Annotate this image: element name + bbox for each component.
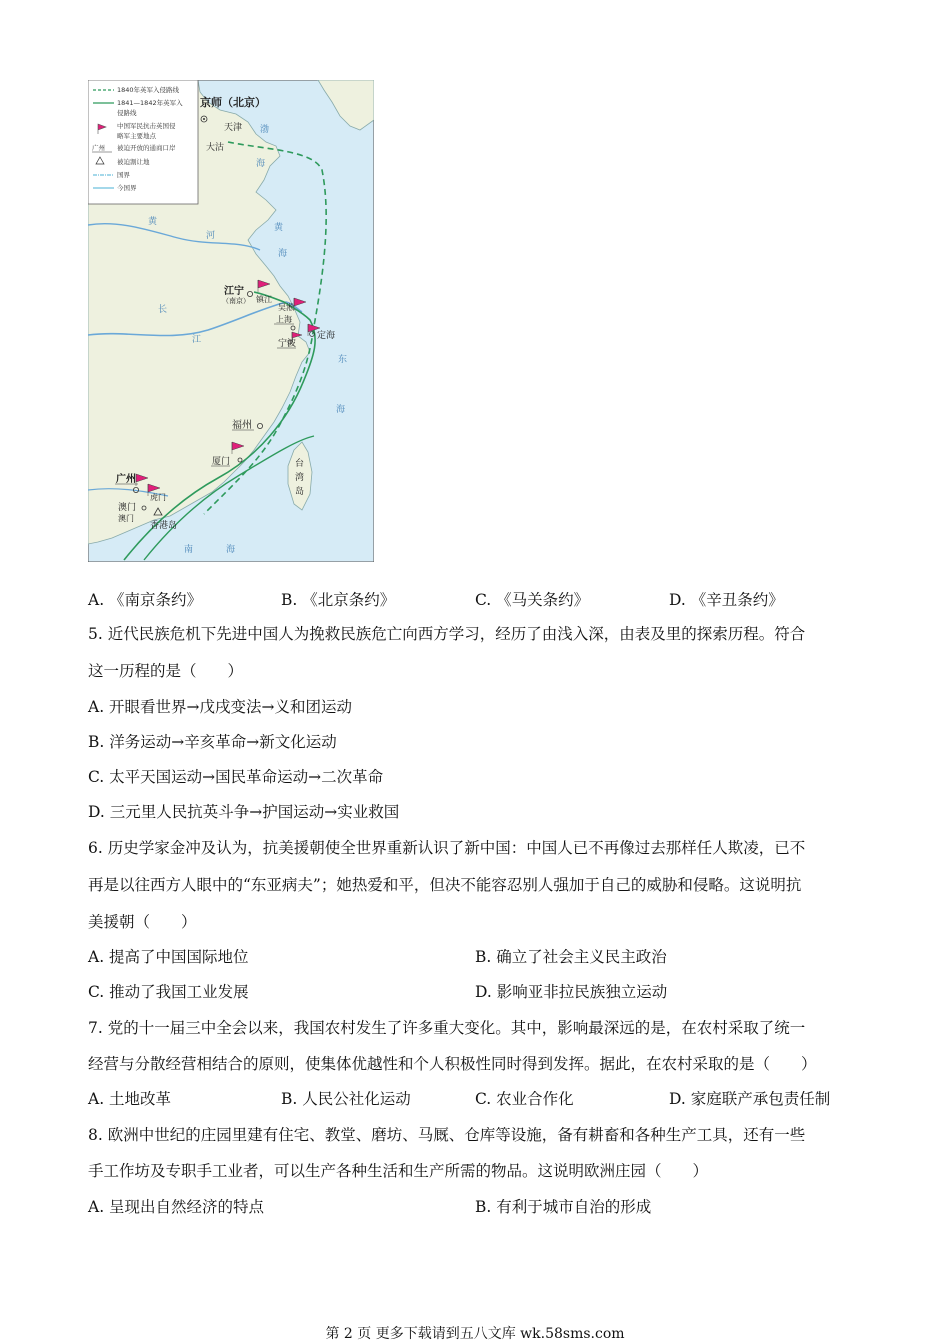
- label-tianjin: 天津: [224, 123, 243, 133]
- q6-stem-line1: 6. 历史学家金冲及认为，抗美援朝使全世界重新认识了新中国：中国人已不再像过去那样任人欺凌，已不: [88, 839, 806, 857]
- q8-stem-line2: 手工作坊及专职手工业者，可以生产各种生活和生产所需的物品。这说明欧洲庄园（ ）: [88, 1162, 709, 1180]
- label-zhenjiang: 镇江: [256, 295, 272, 304]
- q8-stem-line1: 8. 欧洲中世纪的庄园里建有住宅、教堂、磨坊、马厩、仓库等设施，备有耕畜和各种生产工具，还有一些: [88, 1126, 806, 1144]
- q7-option-a: A. 土地改革: [88, 1090, 172, 1108]
- label-taiwan-1: 台: [295, 459, 305, 469]
- q6-option-b: B. 确立了社会主义民主政治: [475, 948, 667, 966]
- q8-option-b: B. 有利于城市自治的形成: [475, 1198, 652, 1216]
- label-aomen-2: 澳门: [118, 514, 134, 523]
- label-hai-east: 海: [336, 405, 346, 415]
- legend-resist-line2: 略军主要地点: [117, 132, 156, 140]
- label-yellow-river-1: 黄: [148, 217, 158, 227]
- label-bohai-1: 渤: [260, 125, 270, 135]
- q5-stem-line2: 这一历程的是（ ）: [88, 662, 244, 680]
- label-humen: 虎门: [150, 493, 166, 502]
- legend-route-1841-line1: 1841—1842年英军入: [117, 99, 183, 107]
- legend-route-1840: 1840年英军入侵路线: [117, 86, 180, 94]
- label-jiangning: 江宁: [224, 286, 244, 297]
- label-chang: 长: [158, 305, 168, 315]
- q5-option-a: A. 开眼看世界→戊戌变法→义和团运动: [88, 698, 353, 716]
- label-huang-1: 黄: [274, 223, 284, 233]
- page-footer: 第 2 页 更多下载请到五八文库 wk.58sms.com: [325, 1326, 625, 1342]
- label-xiamen: 厦门: [212, 457, 231, 467]
- q4-option-a: A. 《南京条约》: [88, 591, 203, 609]
- q4-option-c: C. 《马关条约》: [475, 591, 590, 609]
- label-taiwan-3: 岛: [295, 487, 305, 497]
- label-dong: 东: [338, 355, 348, 365]
- label-nanjing: （南京）: [222, 297, 250, 305]
- legend-route-1841-line2: 侵路线: [117, 109, 137, 117]
- q5-option-c: C. 太平天国运动→国民革命运动→二次革命: [88, 768, 384, 786]
- label-he: 河: [206, 231, 216, 241]
- legend-border: 国界: [117, 171, 130, 179]
- label-jingshi: 京师（北京）: [200, 96, 266, 109]
- label-wusong: 吴淞: [278, 303, 294, 312]
- q7-option-d: D. 家庭联产承包责任制: [669, 1090, 831, 1108]
- q5-stem-line1: 5. 近代民族危机下先进中国人为挽救民族危亡向西方学习，经历了由浅入深，由表及里的探索历程。符合: [88, 625, 806, 643]
- q6-stem-line3: 美援朝（ ）: [88, 913, 197, 931]
- legend-port-sample: 广州: [92, 144, 105, 152]
- label-huang-2: 海: [278, 249, 288, 259]
- legend-resist-line1: 中国军民抗击英国侵: [117, 122, 176, 130]
- label-hongkong: 香港岛: [150, 521, 178, 531]
- opium-war-map: [88, 80, 374, 562]
- q7-stem-line1: 7. 党的十一届三中全会以来，我国农村发生了许多重大变化。其中，影响最深远的是，在农村采取了统一: [88, 1019, 806, 1037]
- label-jiang: 江: [192, 335, 202, 345]
- legend-today-border: 今国界: [117, 184, 137, 192]
- label-shanghai: 上海: [276, 315, 292, 324]
- q5-option-d: D. 三元里人民抗英斗争→护国运动→实业救国: [88, 803, 400, 821]
- q6-option-c: C. 推动了我国工业发展: [88, 983, 249, 1001]
- legend-ceded: 被迫割让地: [117, 158, 150, 166]
- label-dagu: 大沽: [206, 143, 225, 153]
- q7-option-c: C. 农业合作化: [475, 1090, 574, 1108]
- q6-option-a: A. 提高了中国国际地位: [88, 948, 249, 966]
- label-guangzhou: 广州: [116, 474, 136, 485]
- q8-option-a: A. 呈现出自然经济的特点: [88, 1198, 265, 1216]
- label-ningbo: 宁波: [278, 339, 297, 349]
- q4-option-d: D. 《辛丑条约》: [669, 591, 784, 609]
- q6-stem-line2: 再是以往西方人眼中的“东亚病夫”；她热爱和平，但决不能容忍别人强加于自己的威胁和侵略。这说明抗: [88, 876, 802, 894]
- legend-port-desc: 被迫开放的通商口岸: [117, 144, 176, 152]
- label-dinghai: 定海: [317, 331, 336, 341]
- label-aomen: 澳门: [118, 503, 137, 513]
- label-fuzhou: 福州: [232, 420, 252, 431]
- label-hai-south: 海: [226, 545, 236, 555]
- q4-option-b: B. 《北京条约》: [281, 591, 396, 609]
- q5-option-b: B. 洋务运动→辛亥革命→新文化运动: [88, 733, 337, 751]
- label-bohai-2: 海: [256, 159, 266, 169]
- q6-option-d: D. 影响亚非拉民族独立运动: [475, 983, 668, 1001]
- label-taiwan-2: 湾: [295, 473, 305, 483]
- q7-stem-line2: 经营与分散经营相结合的原则，使集体优越性和个人积极性同时得到发挥。据此，在农村采取的是（ ）: [88, 1055, 817, 1073]
- label-nan: 南: [184, 545, 194, 555]
- q7-option-b: B. 人民公社化运动: [281, 1090, 411, 1108]
